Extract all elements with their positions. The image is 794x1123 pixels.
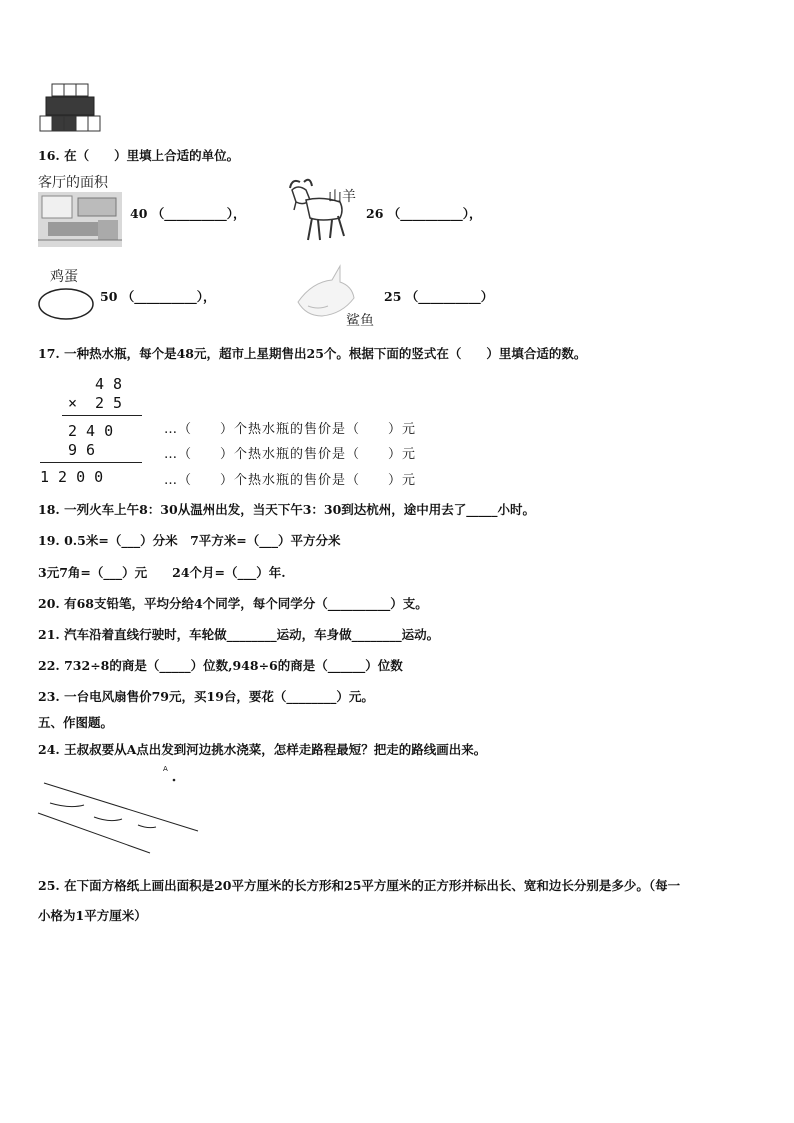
q16-number: 16. xyxy=(38,148,60,163)
calc-note1[interactable]: …（ ）个热水瓶的售价是（ ）元 xyxy=(164,422,417,437)
q18 xyxy=(38,500,535,518)
q18-number: 18. xyxy=(38,502,60,517)
q19-line2[interactable]: 3元7角=（___）元 24个月=（___）年. xyxy=(38,565,286,580)
q16-living-room-label: 客厅的面积 xyxy=(38,175,108,191)
q16-item1 xyxy=(130,204,246,222)
q20-number: 20. xyxy=(38,596,60,611)
q19-line1 xyxy=(38,531,341,549)
q25-text1: 在下面方格纸上画出面积是20平方厘米的长方形和25平方厘米的正方形并标出长、宽和边长分别是多少。（每一 xyxy=(64,878,681,893)
q16-item4 xyxy=(384,287,493,305)
q25-line1 xyxy=(38,876,680,894)
calc-line1 xyxy=(62,415,142,416)
q16-item2-value: 26 xyxy=(366,206,384,221)
living-room-image xyxy=(38,192,122,247)
q16-text: 在（ ）里填上合适的单位。 xyxy=(64,148,240,163)
q16-item1-blank[interactable]: （__________）， xyxy=(151,206,246,221)
q24 xyxy=(38,740,486,758)
q25-line2: 小格为1平方厘米） xyxy=(38,908,147,923)
q18-text[interactable]: 一列火车上午8：30从温州出发，当天下午3：30到达杭州，途中用去了_____小时。 xyxy=(64,502,536,517)
q24-text: 王叔叔要从A点出发到河边挑水浇菜，怎样走路程最短？把走的路线画出来。 xyxy=(64,742,487,757)
q16-item3-value: 50 xyxy=(100,289,118,304)
q16-item3-blank[interactable]: （__________）， xyxy=(121,289,216,304)
point-a-dot xyxy=(173,779,176,782)
calc-note2[interactable]: …（ ）个热水瓶的售价是（ ）元 xyxy=(164,447,417,462)
q16-item3 xyxy=(100,287,216,305)
calc-note3[interactable]: …（ ）个热水瓶的售价是（ ）元 xyxy=(164,473,417,488)
egg-image xyxy=(36,286,96,322)
q19-number: 19. xyxy=(38,533,60,548)
river-drawing[interactable] xyxy=(30,765,205,860)
q25-number: 25. xyxy=(38,878,60,893)
q19-text1[interactable]: 0.5米=（___）分米 7平方米=（___）平方分米 xyxy=(64,533,341,548)
q17-text: 一种热水瓶，每个是48元，超市上星期售出25个。根据下面的竖式在（ ）里填合适的数。 xyxy=(64,346,587,361)
q16-heading xyxy=(38,146,239,164)
q16-item2-blank[interactable]: （__________）， xyxy=(387,206,482,221)
calc-row3: 2 4 0 xyxy=(68,422,114,440)
q16-goat-label: 山羊 xyxy=(328,189,356,205)
calc-line2 xyxy=(40,462,142,463)
calc-row5: 1 2 0 0 xyxy=(40,468,104,486)
calc-operator: × xyxy=(68,394,78,412)
q16-egg-label: 鸡蛋 xyxy=(50,269,78,285)
q16-item1-value: 40 xyxy=(130,206,148,221)
stacked-cubes-figure xyxy=(38,82,102,134)
q16-item2 xyxy=(366,204,482,222)
q23-number: 23. xyxy=(38,689,60,704)
q22-number: 22. xyxy=(38,658,60,673)
q24-number: 24. xyxy=(38,742,60,757)
q21-text[interactable]: 汽车沿着直线行驶时，车轮做________运动，车身做________运动。 xyxy=(64,627,440,642)
q22 xyxy=(38,656,403,674)
q17-heading xyxy=(38,344,586,362)
section5-title: 五、作图题。 xyxy=(38,715,114,730)
q21 xyxy=(38,625,439,643)
q21-number: 21. xyxy=(38,627,60,642)
q23 xyxy=(38,687,374,705)
calc-row1: 4 8 xyxy=(95,375,123,393)
q23-text[interactable]: 一台电风扇售价79元，买19台，要花（________）元。 xyxy=(64,689,374,704)
q20 xyxy=(38,594,428,612)
q16-item4-value: 25 xyxy=(384,289,402,304)
q22-text[interactable]: 732÷8的商是（_____）位数,948÷6的商是（______）位数 xyxy=(64,658,403,673)
q17-number: 17. xyxy=(38,346,60,361)
point-a-label: A xyxy=(163,765,168,773)
q20-text[interactable]: 有68支铅笔，平均分给4个同学，每个同学分（__________）支。 xyxy=(64,596,428,611)
calc-row2: 2 5 xyxy=(95,394,123,412)
q16-shark-label: 鲨鱼 xyxy=(346,313,374,329)
calc-row4: 9 6 xyxy=(68,441,96,459)
q16-item4-blank[interactable]: （__________） xyxy=(405,289,494,304)
